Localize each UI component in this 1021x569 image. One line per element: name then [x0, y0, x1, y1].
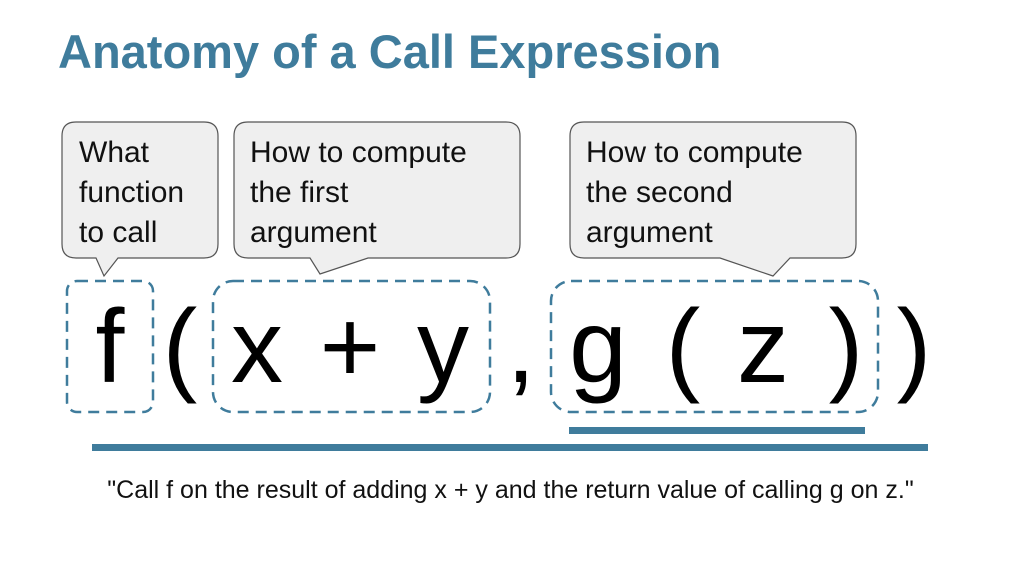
expr-g: g [569, 289, 627, 405]
callout-second-argument-line-2: the second [586, 176, 733, 209]
call-expression [96, 289, 932, 405]
expr-z: z [737, 289, 789, 405]
expr-open-paren: ( [162, 289, 198, 405]
caption: "Call f on the result of adding x + y and the return value of calling g on z." [107, 476, 914, 504]
outer-call-underline [92, 444, 928, 451]
callout-second-argument-line-3: argument [586, 216, 713, 249]
inner-call-underline [569, 427, 865, 434]
callout-function [62, 122, 218, 276]
callout-function-line-3: to call [79, 216, 158, 249]
callout-first-argument [234, 122, 520, 274]
expr-plus: + [319, 289, 381, 405]
callout-first-argument-line-2: the first [250, 176, 349, 209]
expr-x: x [231, 289, 283, 405]
callout-second-argument [570, 122, 856, 276]
callout-first-argument-line-1: How to compute [250, 136, 467, 169]
slide-title: Anatomy of a Call Expression [58, 25, 722, 78]
expr-f: f [95, 289, 125, 405]
callout-function-line-2: function [79, 176, 185, 209]
callout-second-argument-line-1: How to compute [586, 136, 803, 169]
callout-first-argument-line-3: argument [250, 216, 377, 249]
expr-y: y [417, 289, 469, 405]
callout-function-line-1: What [79, 136, 150, 169]
expr-comma: , [506, 289, 536, 405]
expr-inner-open-paren: ( [665, 289, 701, 405]
expr-close-paren: ) [896, 289, 932, 405]
expr-inner-close-paren: ) [828, 289, 864, 405]
